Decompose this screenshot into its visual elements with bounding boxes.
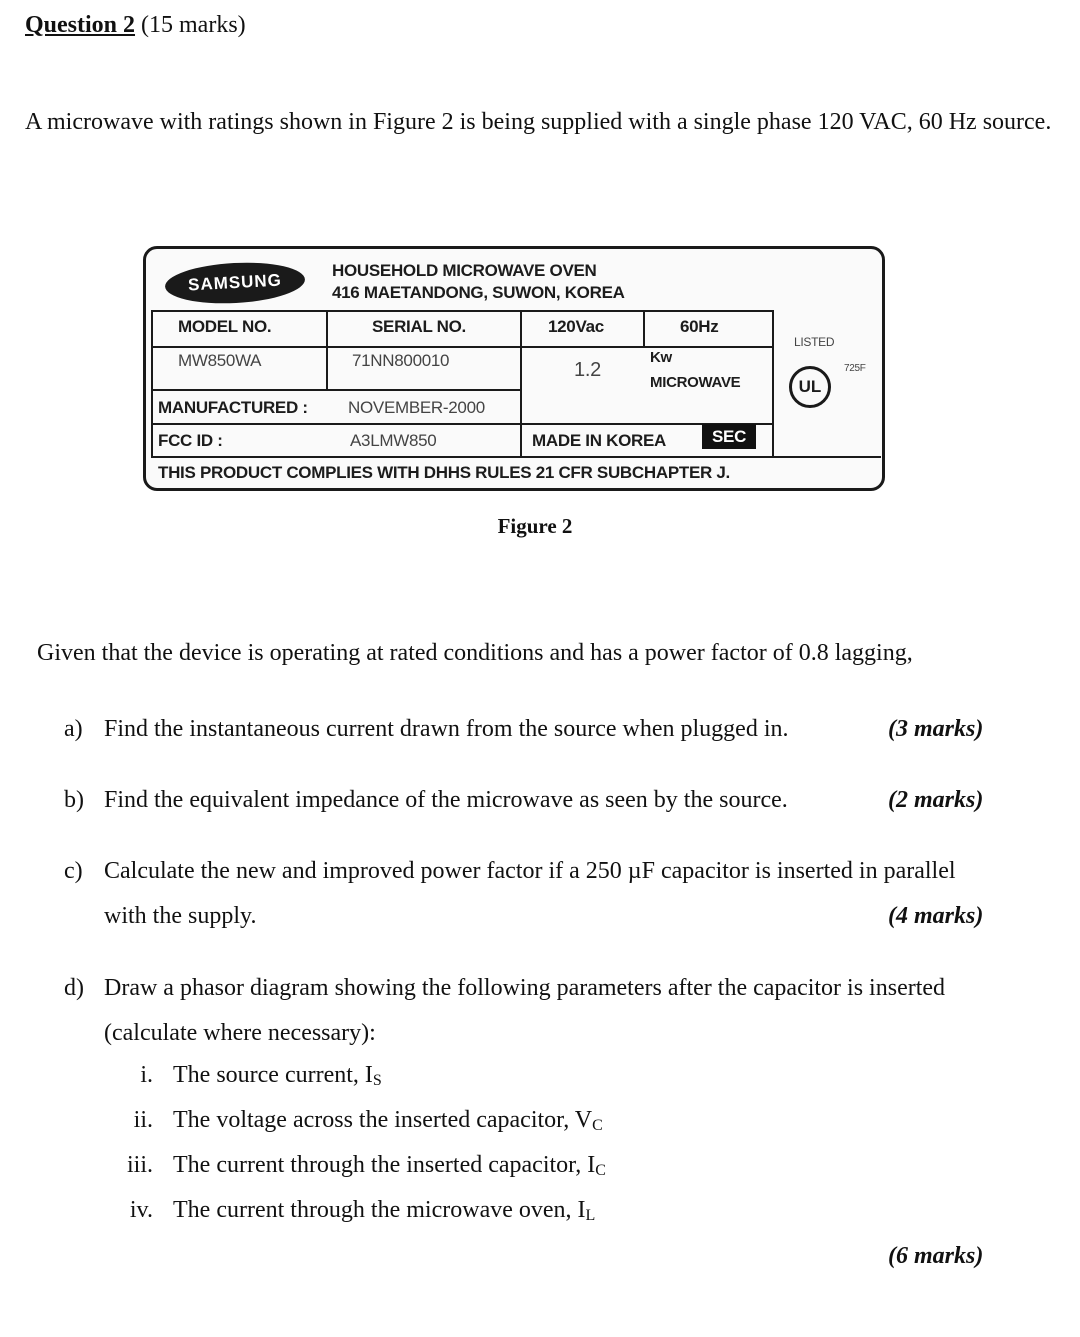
- divider: [151, 346, 773, 348]
- subpart-i: [0, 1062, 1080, 1092]
- divider: [151, 456, 881, 458]
- power-unit: Kw: [650, 349, 672, 366]
- part-b: [0, 778, 1080, 823]
- divider: [326, 310, 328, 389]
- question-title: Question 2: [25, 12, 136, 38]
- listed-label: LISTED: [794, 335, 835, 349]
- subpart-text: [173, 1152, 606, 1180]
- subpart-text: [173, 1062, 382, 1090]
- subpart-main: The current through the microwave oven, I: [173, 1197, 586, 1223]
- subpart-text: [173, 1107, 603, 1135]
- serial-value: 71NN800010: [352, 351, 450, 370]
- divider: [151, 310, 773, 312]
- sec-label: SEC: [702, 424, 756, 449]
- subpart-main: The current through the inserted capacitor, I: [173, 1152, 596, 1178]
- part-a-marks: (3 marks): [888, 716, 984, 742]
- subpart-text: [173, 1197, 595, 1225]
- part-c-text-line2: with the supply.: [104, 903, 257, 929]
- question-heading: [25, 12, 246, 39]
- part-c-label: c): [64, 858, 83, 884]
- subpart-number: ii.: [133, 1107, 153, 1133]
- given-statement: Given that the device is operating at rated conditions and has a power factor of 0.8 lagging,: [37, 640, 913, 666]
- question-marks: (15 marks): [141, 12, 246, 38]
- power-type: MICROWAVE: [650, 374, 741, 391]
- divider: [643, 310, 645, 346]
- subpart-ii: [0, 1107, 1080, 1137]
- subpart-iv: [0, 1197, 1080, 1227]
- model-label: MODEL NO.: [178, 317, 272, 336]
- frequency-rating: 60Hz: [680, 317, 719, 336]
- divider: [520, 310, 522, 456]
- power-value: 1.2: [574, 359, 601, 381]
- subscript: C: [592, 1117, 603, 1134]
- brand-logo: SAMSUNG: [164, 259, 306, 306]
- made-in: MADE IN KOREA: [532, 431, 666, 450]
- manufactured-label: MANUFACTURED :: [158, 398, 308, 417]
- subscript: C: [595, 1162, 606, 1179]
- subscript: L: [585, 1207, 596, 1224]
- subpart-number: iv.: [129, 1197, 153, 1223]
- serial-label: SERIAL NO.: [372, 317, 466, 336]
- ul-code: 725F: [844, 363, 866, 374]
- subpart-number: iii.: [126, 1152, 153, 1178]
- fcc-value: A3LMW850: [350, 431, 437, 450]
- part-a: [0, 707, 1080, 752]
- divider: [151, 389, 521, 391]
- subscript: S: [372, 1072, 382, 1089]
- part-c: [0, 849, 1080, 939]
- part-b-text: Find the equivalent impedance of the microwave as seen by the source.: [104, 787, 788, 813]
- ul-label: UL: [798, 377, 822, 396]
- intro-paragraph: A microwave with ratings shown in Figure 2 is being supplied with a single phase 120 VAC, 60 Hz source.: [25, 109, 1052, 135]
- subpart-iii: [0, 1152, 1080, 1182]
- part-c-marks: (4 marks): [888, 903, 984, 929]
- fcc-label: FCC ID :: [158, 431, 223, 450]
- part-d-text-line2: (calculate where necessary):: [104, 1020, 376, 1046]
- compliance-text: THIS PRODUCT COMPLIES WITH DHHS RULES 21 CFR SUBCHAPTER J.: [158, 463, 730, 482]
- divider: [772, 310, 774, 456]
- part-d: [0, 966, 1080, 1056]
- voltage-rating: 120Vac: [548, 317, 604, 336]
- part-b-label: b): [64, 787, 84, 813]
- plate-line1: HOUSEHOLD MICROWAVE OVEN: [332, 261, 597, 280]
- model-value: MW850WA: [178, 351, 262, 370]
- subpart-main: The voltage across the inserted capacitor, V: [173, 1107, 593, 1133]
- part-a-text: Find the instantaneous current drawn from the source when plugged in.: [104, 716, 789, 742]
- part-d-marks: (6 marks): [888, 1243, 984, 1269]
- sec-mark: [702, 427, 756, 447]
- part-a-label: a): [64, 716, 83, 742]
- divider: [151, 423, 773, 425]
- part-b-marks: (2 marks): [888, 787, 984, 813]
- plate-line2: 416 MAETANDONG, SUWON, KOREA: [332, 283, 625, 302]
- part-d-label: d): [64, 975, 84, 1001]
- manufactured-value: NOVEMBER-2000: [348, 398, 485, 417]
- subpart-number: i.: [140, 1062, 153, 1088]
- divider: [151, 310, 153, 456]
- figure-caption: Figure 2: [497, 514, 573, 538]
- part-c-text-line1: Calculate the new and improved power factor if a 250 µF capacitor is inserted in parallel: [104, 858, 956, 884]
- rating-plate: [143, 246, 885, 491]
- ul-logo-icon: [789, 366, 831, 408]
- subpart-main: The source current, I: [173, 1062, 373, 1088]
- part-d-text-line1: Draw a phasor diagram showing the following parameters after the capacitor is inserted: [104, 975, 946, 1001]
